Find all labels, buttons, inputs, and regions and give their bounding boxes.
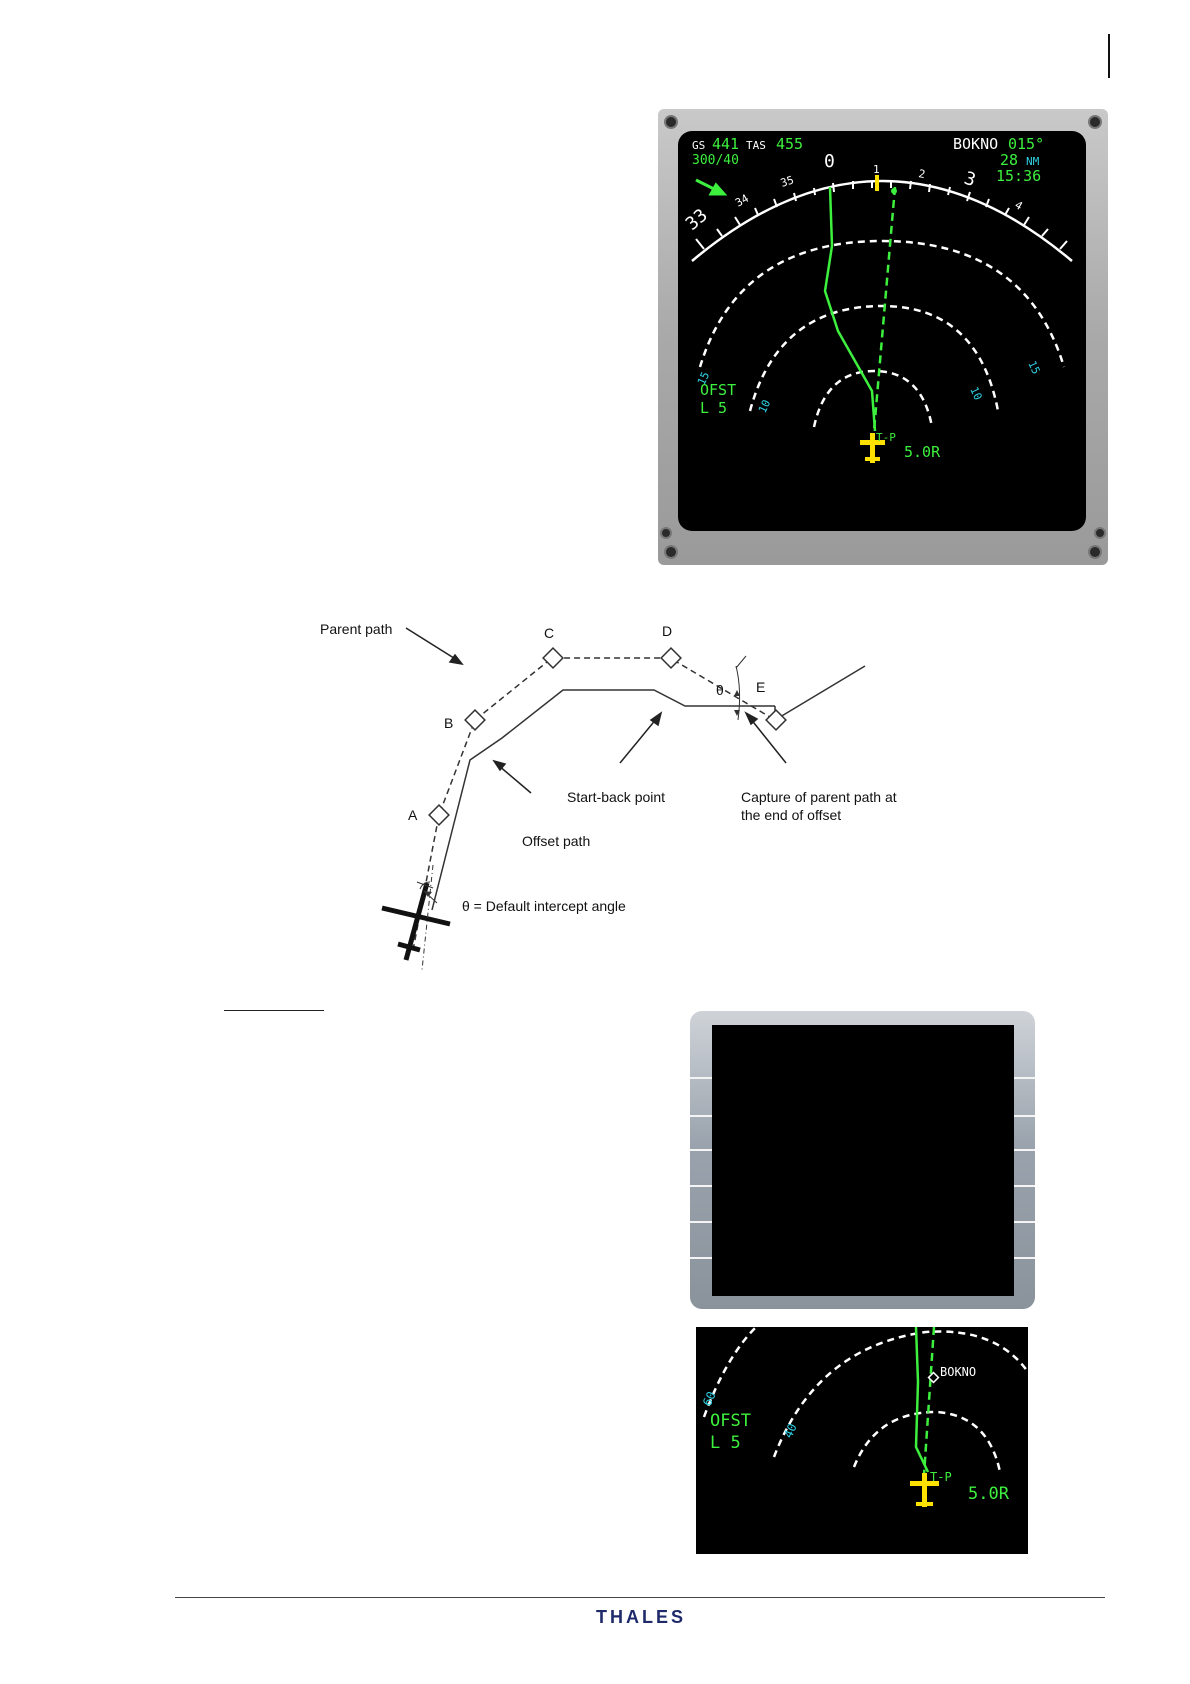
waypoint-label: D [662, 623, 673, 639]
thales-logo [588, 1604, 694, 1628]
footer-rule [175, 1597, 1105, 1598]
waypoint-name: BOKNO [953, 135, 999, 153]
screw-icon [1088, 115, 1102, 129]
parent-flight-path [874, 187, 895, 431]
offset-value: L 5 [710, 1433, 741, 1453]
heading-label: 33 [681, 204, 712, 235]
heading-label: 4 [1012, 198, 1025, 213]
line-select-key-l6[interactable] [690, 1257, 712, 1259]
offset-value: L 5 [700, 399, 728, 417]
line-select-key-r4[interactable] [1014, 1185, 1035, 1187]
gs-label: GS [692, 139, 706, 152]
range-ring-label: 15 [694, 369, 713, 388]
heading-label: 1 [873, 163, 880, 176]
intercept-angle-label: θ = Default intercept angle [462, 898, 626, 914]
waypoint-distance: 28 [1000, 151, 1019, 169]
offset-path-label: Offset path [522, 833, 591, 849]
navigation-display-zoom [696, 1327, 1028, 1554]
offset-flight-path [825, 187, 875, 431]
waypoint-bearing: 015° [1008, 135, 1045, 153]
tas-label: TAS [746, 139, 766, 152]
offset-label: OFST [700, 381, 737, 399]
line-select-key-r1[interactable] [1014, 1077, 1035, 1079]
offset-label: OFST [710, 1411, 751, 1431]
nd-zoom-graphics [696, 1327, 1028, 1554]
waypoint-label: E [756, 679, 766, 695]
range-ring-label: 40 [781, 1421, 800, 1441]
heading-label: 35 [778, 173, 796, 190]
screw-icon [1088, 545, 1102, 559]
waypoint-eta: 15:36 [996, 167, 1042, 185]
start-back-label: Start-back point [567, 789, 666, 805]
offset-path-diagram [320, 620, 940, 980]
range-ring-label: 10 [755, 397, 774, 416]
heading-label: 34 [733, 191, 751, 210]
gs-value: 441 [712, 135, 740, 153]
line-select-key-l1[interactable] [690, 1077, 712, 1079]
parent-path-label: Parent path [320, 621, 393, 637]
tas-value: 455 [776, 135, 804, 153]
compass-arc [692, 181, 1072, 261]
screw-icon [660, 527, 672, 539]
screw-icon [664, 115, 678, 129]
heading-label: 3 [961, 167, 979, 192]
range-ring-label: 60 [700, 1389, 719, 1409]
waypoint-label: A [408, 807, 418, 823]
line-select-key-r2[interactable] [1014, 1115, 1035, 1117]
heading-label: 2 [917, 167, 927, 182]
nd-graphics [678, 131, 1086, 531]
heading-label: 0 [824, 151, 835, 172]
offset-distance: 5.0R [904, 443, 941, 461]
line-select-key-l5[interactable] [690, 1221, 712, 1223]
line-select-key-r6[interactable] [1014, 1257, 1035, 1259]
logo-text: THALES [596, 1607, 686, 1627]
screw-icon [1094, 527, 1106, 539]
range-ring-label: 10 [967, 384, 985, 403]
line-select-key-l4[interactable] [690, 1185, 712, 1187]
range-ring-label: 15 [1025, 358, 1043, 377]
line-select-key-r5[interactable] [1014, 1221, 1035, 1223]
wind-readout: 300/40 [692, 153, 739, 168]
section-underline [224, 1010, 324, 1011]
page-margin-mark [1108, 34, 1110, 78]
navigation-display-screen [678, 131, 1086, 531]
line-select-key-l2[interactable] [690, 1115, 712, 1117]
mcdu-screen [712, 1025, 1014, 1296]
screw-icon [664, 545, 678, 559]
compass-ticks [696, 181, 1067, 249]
waypoint-label: C [544, 625, 555, 641]
distance-unit: NM [1026, 155, 1040, 168]
capture-label: Capture of parent path at [741, 789, 897, 805]
mcdu-bezel [690, 1011, 1035, 1309]
wind-arrow-icon [696, 180, 724, 194]
tp-label: T-P [930, 1470, 952, 1484]
offset-distance: 5.0R [968, 1484, 1009, 1504]
line-select-key-r3[interactable] [1014, 1149, 1035, 1151]
waypoint-name: BOKNO [940, 1365, 977, 1379]
capture-label: the end of offset [741, 807, 842, 823]
aircraft-icon [382, 883, 450, 960]
line-select-key-l3[interactable] [690, 1149, 712, 1151]
tp-label: T-P [876, 431, 896, 444]
waypoint-label: B [444, 715, 454, 731]
theta-label: θ [716, 682, 724, 698]
navigation-display-bezel [658, 109, 1108, 565]
